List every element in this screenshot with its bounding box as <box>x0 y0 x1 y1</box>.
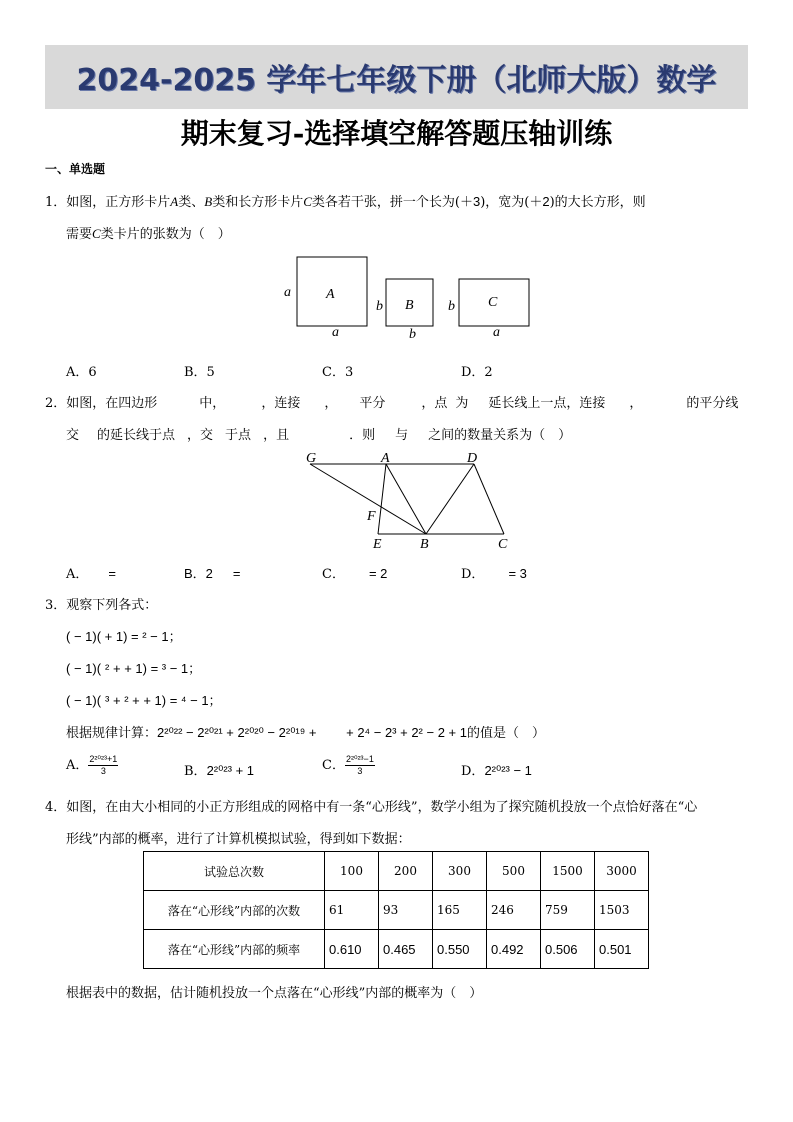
q2-option-a[interactable] <box>66 563 116 582</box>
label-C: C <box>488 295 498 310</box>
q2-t6: ，点 <box>421 396 448 411</box>
q2-option-c[interactable] <box>322 563 387 582</box>
q2-number: 2． <box>45 396 67 411</box>
table-cell: 0.506 <box>541 930 595 969</box>
q2-u3: ，交 <box>187 428 214 443</box>
q1-text-a: 如图，正方形卡片 <box>66 195 171 210</box>
q3-opt-c-label: C． <box>322 758 345 773</box>
q2-opt-d-label: D． <box>461 567 485 582</box>
label-B: B <box>405 298 414 313</box>
q1-text-c: 类和长方形卡片 <box>212 195 304 210</box>
q2-t7: 为 <box>455 396 469 411</box>
q1-var-B: B <box>204 194 213 209</box>
table-cell: 300 <box>433 852 487 891</box>
q3-eq3-a: ( − 1)( <box>66 693 102 708</box>
q2-opt-a-math: = <box>108 566 116 581</box>
table-cell: 100 <box>325 852 379 891</box>
table-cell: 0.465 <box>379 930 433 969</box>
q2-option-d[interactable] <box>461 563 527 582</box>
table-cell: 246 <box>487 891 541 930</box>
table-cell: 落在“心形线”内部的次数 <box>144 891 325 930</box>
q4-number: 4． <box>45 800 67 815</box>
q3-option-b[interactable] <box>184 760 254 779</box>
table-cell: 500 <box>487 852 541 891</box>
q2-quadrilateral-figure <box>300 448 520 554</box>
q3-eq2-a: ( − 1)( <box>66 661 102 676</box>
point-D: D <box>467 451 478 466</box>
line-AE <box>378 464 386 534</box>
q2-t4: ， <box>324 396 338 411</box>
page-subtitle: 期末复习-选择填空解答题压轴训练 <box>180 117 613 150</box>
table-cell: 93 <box>379 891 433 930</box>
q2-option-b[interactable] <box>184 563 241 582</box>
table-cell: 0.610 <box>325 930 379 969</box>
q3-opt-a-fraction <box>88 754 118 777</box>
q3-opt-a-numerator: 2²⁰²³+1 <box>89 754 118 764</box>
question-2-line-1 <box>45 392 738 411</box>
q2-u2: 的延长线于点 <box>97 428 176 443</box>
q3-intro-text: 观察下列各式： <box>66 598 158 613</box>
q3-opt-c-numerator: 2²⁰²³−1 <box>345 754 374 764</box>
title-banner <box>45 45 748 109</box>
q1-text-h: 类卡片的张数为（ ） <box>100 227 231 242</box>
label-a-left: a <box>284 285 291 300</box>
line-DC <box>474 464 504 534</box>
q1-var-C: C <box>303 194 312 209</box>
table-cell: 200 <box>379 852 433 891</box>
q1-length: ＋3 <box>459 194 481 209</box>
point-A: A <box>381 451 390 466</box>
q2-opt-c-label: C． <box>322 567 345 582</box>
q3-opt-c-fraction <box>345 754 375 777</box>
q4-text-1: 如图，在由大小相同的小正方形组成的网格中有一条“心形线”，数学小组为了探究随机投放一个点恰好落在“心 <box>66 800 698 815</box>
q2-u8: 之间的数量关系为（ ） <box>428 428 572 443</box>
q3-eq2-b: ² + + 1) = ³ − 1； <box>105 661 202 676</box>
question-2-line-2 <box>66 424 571 443</box>
q1-text-b: 类、 <box>178 195 205 210</box>
point-F: F <box>367 509 376 524</box>
q3-opt-b-label: B． <box>184 764 207 779</box>
q2-t1: 如图，在四边形 <box>66 396 158 411</box>
q2-opt-b-label: B．2 <box>184 566 213 581</box>
q1-var-A: A <box>170 194 179 209</box>
table-cell: 试验总次数 <box>144 852 325 891</box>
table-cell: 165 <box>433 891 487 930</box>
q1-text-d: 类各若干张，拼一个长为( <box>311 195 460 210</box>
table-cell: 61 <box>325 891 379 930</box>
q3-opt-a-denominator: 3 <box>100 766 106 776</box>
q3-opt-a-label: A． <box>66 758 89 773</box>
q2-t8: 延长线上一点，连接 <box>488 396 606 411</box>
q3-equation-2 <box>66 658 201 677</box>
q2-t3: ，连接 <box>261 396 301 411</box>
question-4-line-1 <box>45 796 697 815</box>
q1-cards-figure <box>270 250 550 345</box>
q1-option-a[interactable]: A．6 <box>66 365 97 380</box>
q1-option-d[interactable]: D．2 <box>461 365 493 380</box>
q2-t10: 的平分线 <box>686 396 739 411</box>
label-b-left-2: b <box>448 299 455 314</box>
q1-text-g: 需要 <box>66 227 93 242</box>
table-cell: 落在“心形线”内部的频率 <box>144 930 325 969</box>
q2-u4: 于点 <box>225 428 252 443</box>
q2-u6: ．则 <box>349 428 376 443</box>
q1-text-f: )的大长方形，则 <box>549 195 646 210</box>
table-cell: 0.550 <box>433 930 487 969</box>
q2-u7: 与 <box>395 428 409 443</box>
question-1-line-2 <box>66 223 231 242</box>
point-B: B <box>420 537 429 552</box>
q1-option-c[interactable]: C．3 <box>322 365 354 380</box>
q3-opt-c-denominator: 3 <box>357 766 363 776</box>
q2-opt-c-math: = 2 <box>368 566 388 581</box>
label-a-bottom-2: a <box>493 325 500 340</box>
line-BD <box>426 464 474 534</box>
banner-title: 2024-2025 学年七年级下册（北师大版）数学 <box>76 63 717 98</box>
q3-option-a[interactable] <box>66 754 118 777</box>
label-A: A <box>326 287 335 302</box>
q3-number: 3． <box>45 598 67 613</box>
q1-number: 1． <box>45 195 67 210</box>
q1-option-b[interactable]: B．5 <box>184 365 215 380</box>
q3-calc-line <box>66 722 545 741</box>
table-row <box>144 891 649 930</box>
q1-text-e: )，宽为( <box>480 195 530 210</box>
q2-t5: 平分 <box>359 396 386 411</box>
section-heading: 一、单选题 <box>45 162 106 176</box>
table-cell: 0.501 <box>595 930 649 969</box>
q2-t9: ， <box>629 396 643 411</box>
point-E: E <box>373 537 382 552</box>
q3-calc-tail: 的值是（ ） <box>466 726 545 741</box>
table-cell: 1500 <box>541 852 595 891</box>
question-4-line-2: 形线”内部的概率，进行了计算机模拟试验，得到如下数据： <box>66 832 411 847</box>
q3-calc-label: 根据规律计算： <box>66 726 158 741</box>
q1-width: ＋2 <box>529 194 550 209</box>
q2-u5: ，且 <box>263 428 290 443</box>
q3-equation-3 <box>66 690 222 709</box>
table-row <box>144 852 649 891</box>
label-b-left: b <box>376 299 383 314</box>
label-a-bottom: a <box>332 325 339 340</box>
q2-opt-b-math: = <box>232 566 241 581</box>
point-C: C <box>498 537 508 552</box>
table-cell: 0.492 <box>487 930 541 969</box>
q3-option-d[interactable] <box>461 760 532 779</box>
label-b-bottom: b <box>409 327 416 342</box>
q3-equation-1: ( − 1)( + 1) = ² − 1； <box>66 629 182 644</box>
table-cell: 759 <box>541 891 595 930</box>
table-cell: 1503 <box>595 891 649 930</box>
q2-opt-d-math: = 3 <box>508 566 527 581</box>
question-1-line-1 <box>45 191 646 210</box>
q3-calc-expression: 2²⁰²² − 2²⁰²¹ + 2²⁰²⁰ − 2²⁰¹⁹ + + 2⁴ − 2³ + 2² − 2 + 1 <box>157 725 467 740</box>
table-row <box>144 930 649 969</box>
question-3-intro <box>45 594 157 613</box>
q3-opt-d-label: D． <box>461 764 485 779</box>
point-G: G <box>306 451 317 466</box>
q2-t2: 中， <box>199 396 226 411</box>
table-cell: 3000 <box>595 852 649 891</box>
q4-question: 根据表中的数据，估计随机投放一个点落在“心形线”内部的概率为（ ） <box>66 986 483 1001</box>
q3-opt-d-math: 2²⁰²³ − 1 <box>484 763 532 778</box>
line-AB <box>386 464 426 534</box>
q2-u1: 交 <box>66 428 80 443</box>
q4-data-table <box>143 851 649 969</box>
q2-opt-a-label: A． <box>66 567 89 582</box>
q1-var-C2: C <box>92 226 101 241</box>
q3-opt-b-math: 2²⁰²³ + 1 <box>206 763 255 778</box>
q3-option-c[interactable] <box>322 754 375 777</box>
q3-eq3-b: ³ + ² + + 1) = ⁴ − 1； <box>105 693 222 708</box>
